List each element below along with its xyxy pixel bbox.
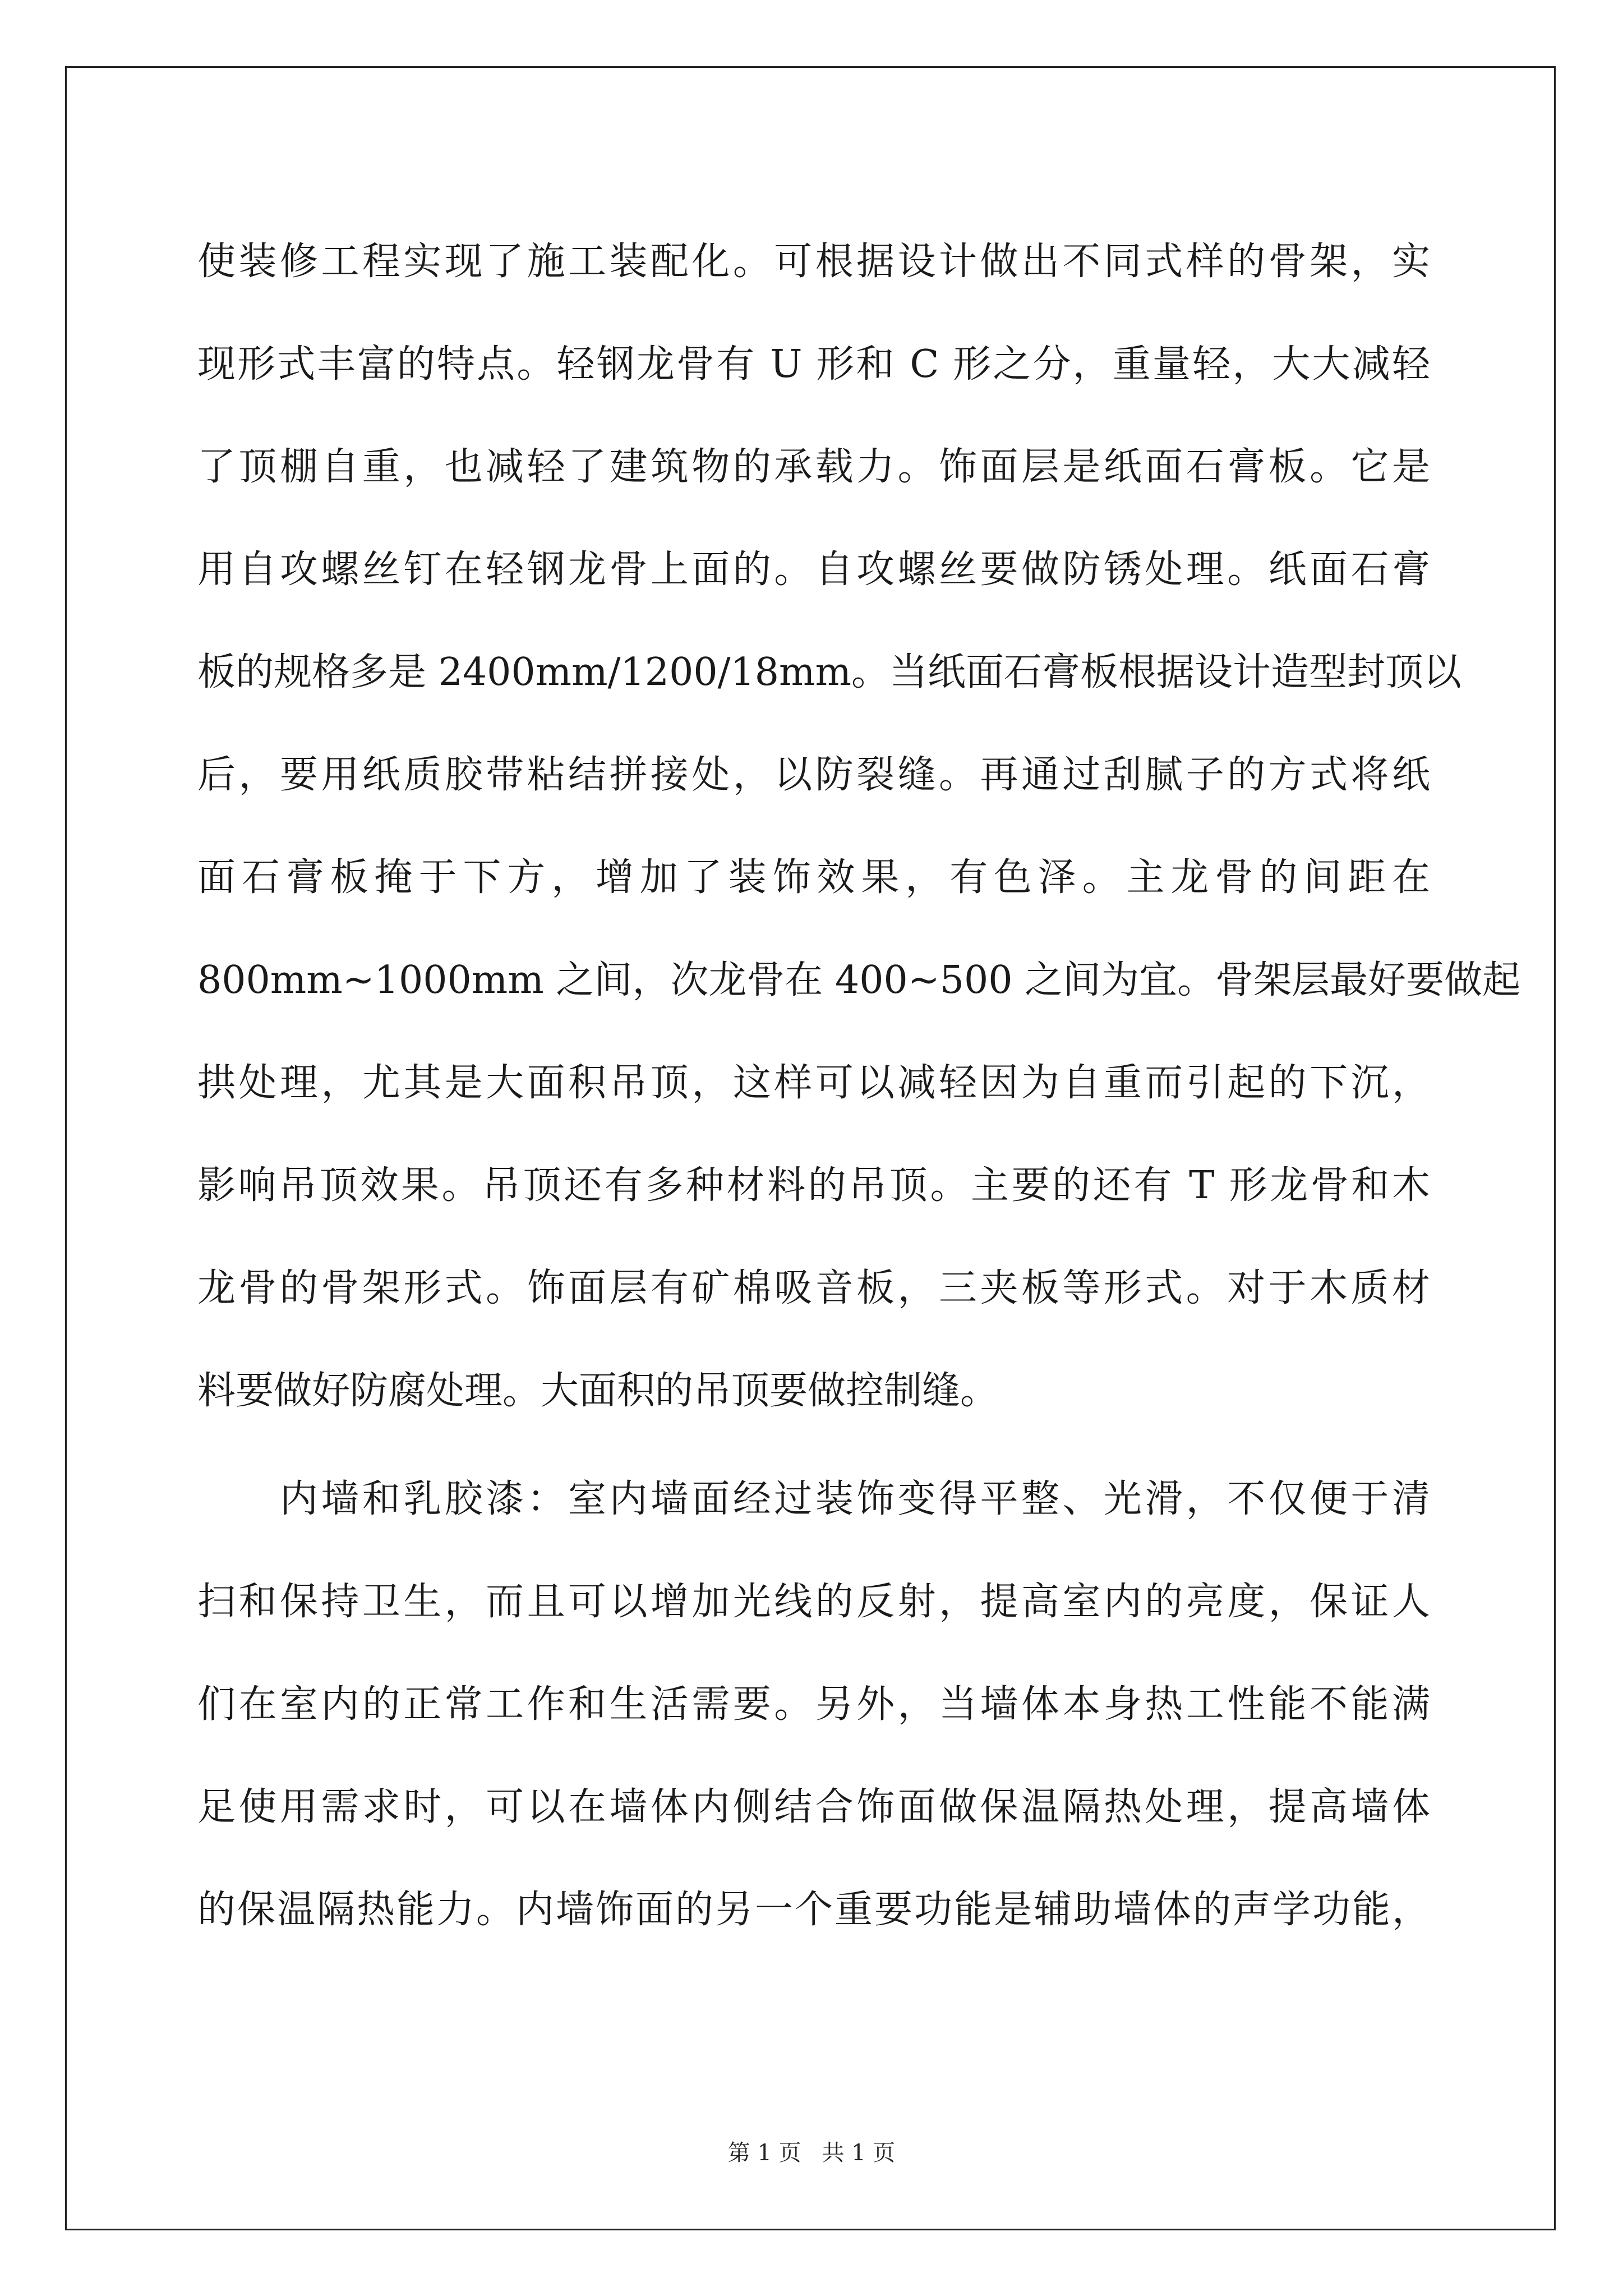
text-line: 板的规格多是 2400mm/1200/18mm。当纸面石膏板根据设计造型封顶以 xyxy=(197,650,1461,694)
page-number: 第 1 页 xyxy=(727,2140,801,2166)
text-line: 后，要用纸质胶带粘结拼接处，以防裂缝。再通过刮腻子的方式将纸 xyxy=(197,753,1430,797)
paragraph-gap xyxy=(197,1442,1430,1448)
text-line: 拱处理，尤其是大面积吊顶，这样可以减轻因为自重而引起的下沉， xyxy=(197,1061,1430,1105)
text-line: 料要做好防腐处理。大面积的吊顶要做控制缝。 xyxy=(197,1369,999,1413)
text-line: 龙骨的骨架形式。饰面层有矿棉吸音板，三夹板等形式。对于木质材 xyxy=(197,1266,1430,1310)
text-line: 现形式丰富的特点。轻钢龙骨有 U 形和 C 形之分，重量轻，大大减轻 xyxy=(197,342,1430,386)
document-body xyxy=(197,210,1521,1961)
text-line: 面石膏板掩于下方，增加了装饰效果，有色泽。主龙骨的间距在 xyxy=(197,855,1430,900)
text-line: 了顶棚自重，也减轻了建筑物的承载力。饰面层是纸面石膏板。它是 xyxy=(197,445,1430,489)
text-line: 使装修工程实现了施工装配化。可根据设计做出不同式样的骨架，实 xyxy=(197,240,1430,284)
text-line: 内墙和乳胶漆：室内墙面经过装饰变得平整、光滑，不仅便于清 xyxy=(197,1477,1430,1521)
text-line: 影响吊顶效果。吊顶还有多种材料的吊顶。主要的还有 T 形龙骨和木 xyxy=(197,1163,1430,1208)
text-line: 800mm~1000mm 之间，次龙骨在 400~500 之间为宜。骨架层最好要做起 xyxy=(197,958,1521,1002)
page-total: 共 1 页 xyxy=(822,2140,896,2166)
text-line: 扫和保持卫生，而且可以增加光线的反射，提高室内的亮度，保证人 xyxy=(197,1580,1430,1624)
text-line: 的保温隔热能力。内墙饰面的另一个重要功能是辅助墙体的声学功能， xyxy=(197,1888,1430,1932)
page-footer xyxy=(0,2135,1623,2167)
text-line: 用自攻螺丝钉在轻钢龙骨上面的。自攻螺丝要做防锈处理。纸面石膏 xyxy=(197,547,1430,592)
text-line: 足使用需求时，可以在墙体内侧结合饰面做保温隔热处理，提高墙体 xyxy=(197,1785,1430,1829)
text-line: 们在室内的正常工作和生活需要。另外，当墙体本身热工性能不能满 xyxy=(197,1682,1430,1727)
